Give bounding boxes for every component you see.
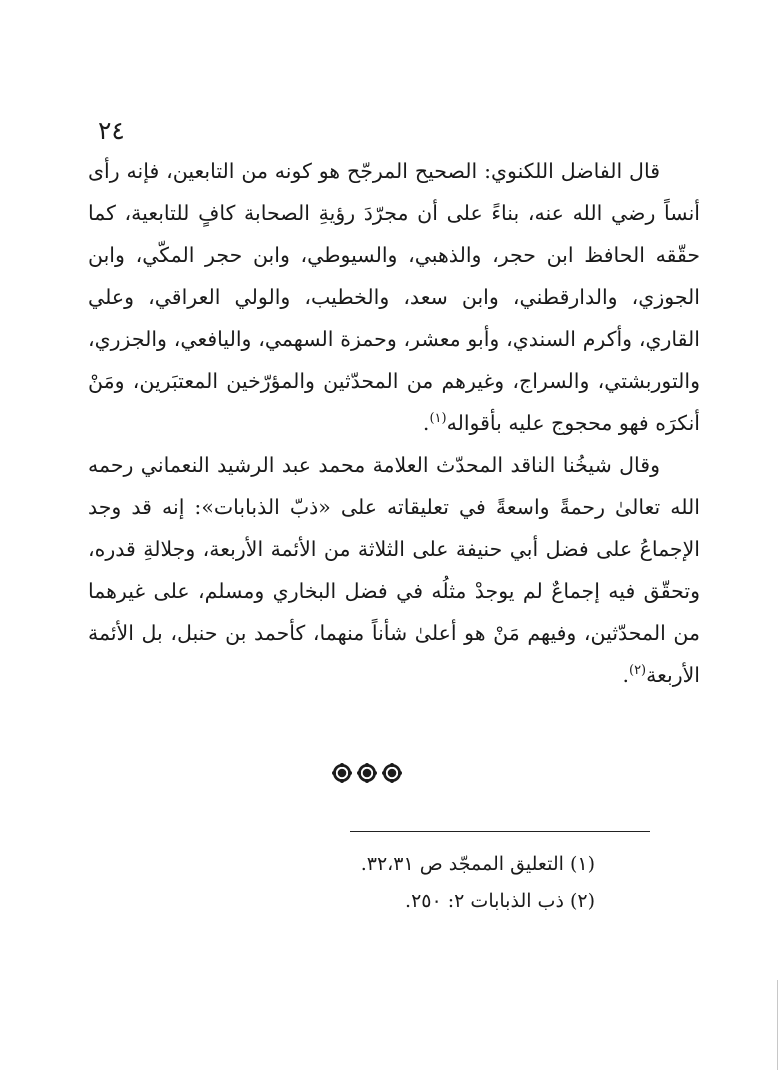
footnote-2: (٢) ذب الذبابات ٢: ٢٥٠. — [405, 890, 595, 912]
footnotes — [250, 846, 595, 920]
paragraph-2-text: وقال شيخُنا الناقد المحدّث العلامة محمد عبد الرشيد النعماني رحمه الله تعالىٰ رحمةً واسعةً في تعليقاته على «ذبّ الذبابات»: إنه قد وجد الإجماعُ على فضل أبي حنيفة على الثلاثة من الأئمة الأربعة، وجلالةِ قدره، وتحقّق فيه إجماعٌ لم يوجدْ مثلُه في فضل البخاري ومسلم، على غيرهما من المحدّثين، وفيهم مَنْ هو أعلىٰ شأناً منهما، كأحمد بن حنبل، بل الأئمة الأربعة — [88, 453, 700, 687]
paragraph-2: وقال شيخُنا الناقد المحدّث العلامة محمد عبد الرشيد النعماني رحمه الله تعالىٰ رحمةً واسعةً في تعليقاته على «ذبّ الذبابات»: إنه قد وجد الإجماعُ على فضل أبي حنيفة على الثلاثة من الأئمة الأربعة، وجلالةِ قدره، وتحقّق فيه إجماعٌ لم يوجدْ مثلُه في فضل البخاري ومسلم، على غيرهما من المحدّثين، وفيهم مَنْ هو أعلىٰ شأناً منهما، كأحمد بن حنبل، بل الأئمة الأربعة$^{(٢)}$. — [88, 453, 700, 687]
rosette-icon — [331, 762, 353, 784]
footnote-ref-1: (١) — [429, 411, 447, 427]
page-number: ٢٤ — [98, 116, 125, 145]
rosette-icon — [381, 762, 403, 784]
paragraph-1: قال الفاضل اللكنوي: الصحيح المرجّح هو كونه من التابعين، فإنه رأى أنساً رضي الله عنه، بناءً على أن مجرّدَ رؤيةِ الصحابة كافٍ للتابعية، كما حقّقه الحافظ ابن حجر، والذهبي، والسيوطي، وابن حجر المكّي، وابن الجوزي، والدارقطني، وابن سعد، والخطيب، والولي العراقي، وعلي القاري، وأكرم السندي، وأبو معشر، وحمزة السهمي، واليافعي، والجزري، والتوربشتي، والسراج، وغيرهم من المحدّثين والمؤرّخين المعتبَرين، ومَنْ أنكرَه فهو محجوج عليه بأقواله$^{(١)}$. — [88, 159, 700, 435]
section-ornament — [331, 762, 403, 784]
footnote-ref-2: (٢) — [628, 663, 647, 679]
footnote-1: (١) التعليق الممجّد ص ٣٢،٣١. — [360, 853, 595, 875]
scan-edge-mark — [777, 980, 778, 1070]
rosette-icon — [356, 762, 378, 784]
paragraph-1-text: قال الفاضل اللكنوي: الصحيح المرجّح هو كونه من التابعين، فإنه رأى أنساً رضي الله عنه، بناءً على أن مجرّدَ رؤيةِ الصحابة كافٍ للتابعية، كما حقّقه الحافظ ابن حجر، والذهبي، والسيوطي، وابن حجر المكّي، وابن الجوزي، والدارقطني، وابن سعد، والخطيب، والولي العراقي، وعلي القاري، وأكرم السندي، وأبو معشر، وحمزة السهمي، واليافعي، والجزري، والتوربشتي، والسراج، وغيرهم من المحدّثين والمؤرّخين المعتبَرين، ومَنْ أنكرَه فهو محجوج عليه بأقواله — [88, 159, 700, 435]
main-text — [88, 150, 700, 696]
footnote-separator — [350, 831, 650, 832]
